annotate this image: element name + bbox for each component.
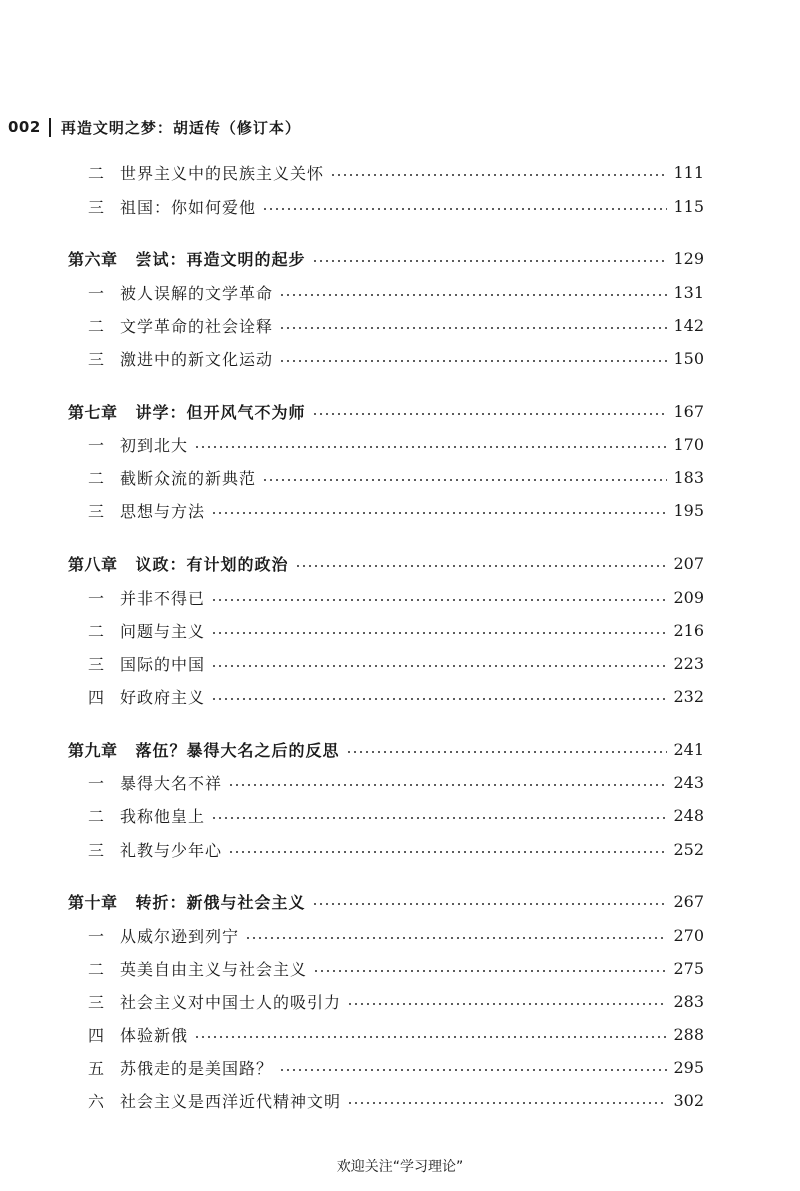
toc-section-row[interactable] — [68, 311, 704, 339]
dot-leader — [211, 632, 667, 634]
section-number: 一 — [87, 435, 104, 455]
toc-section-row[interactable] — [68, 1086, 704, 1114]
dot-leader — [228, 851, 667, 853]
page-ref: 302 — [673, 1090, 704, 1110]
page-ref: 207 — [673, 553, 704, 573]
page-ref: 115 — [673, 196, 704, 216]
section-title: 世界主义中的民族主义关怀 — [120, 163, 325, 183]
running-header — [8, 114, 301, 140]
page-ref: 241 — [673, 739, 704, 759]
section-number: 三 — [87, 197, 104, 217]
chapter-title: 落伍？暴得大名之后的反思 — [135, 740, 340, 760]
dot-leader — [245, 937, 667, 939]
section-title: 英美自由主义与社会主义 — [120, 959, 308, 979]
toc-section-row[interactable] — [68, 1020, 704, 1048]
toc-chapter-row[interactable] — [68, 887, 704, 915]
section-number: 二 — [87, 621, 104, 641]
section-number: 二 — [87, 468, 104, 488]
section-number: 六 — [87, 1091, 104, 1111]
toc-section-row[interactable] — [68, 278, 704, 306]
header-divider — [49, 118, 51, 137]
dot-leader — [347, 1102, 667, 1104]
toc-chapter-row[interactable] — [68, 549, 704, 577]
section-title: 苏俄走的是美国路？ — [120, 1058, 274, 1078]
dot-leader — [312, 413, 668, 415]
chapter-label: 第九章 — [68, 740, 118, 760]
page-ref: 150 — [673, 348, 704, 368]
chapter-title: 转折：新俄与社会主义 — [135, 892, 306, 912]
section-title: 从威尔逊到列宁 — [120, 926, 240, 946]
page-ref: 252 — [673, 839, 704, 859]
section-title: 初到北大 — [120, 435, 189, 455]
page-ref: 248 — [673, 805, 704, 825]
page-ref: 129 — [673, 248, 704, 268]
toc-section-row[interactable] — [68, 158, 704, 186]
section-title: 好政府主义 — [120, 687, 206, 707]
page-ref: 170 — [673, 434, 704, 454]
chapter-title: 尝试：再造文明的起步 — [135, 249, 306, 269]
chapter-title: 讲学：但开风气不为师 — [135, 402, 306, 422]
section-title: 祖国：你如何爱他 — [120, 197, 257, 217]
toc-section-row[interactable] — [68, 616, 704, 644]
toc-section-row[interactable] — [68, 649, 704, 677]
chapter-label: 第十章 — [68, 892, 118, 912]
section-number: 四 — [87, 687, 104, 707]
toc-section-row[interactable] — [68, 768, 704, 796]
toc-section-row[interactable] — [68, 987, 704, 1015]
page-number: 002 — [8, 118, 41, 136]
section-title: 国际的中国 — [120, 654, 206, 674]
dot-leader — [295, 565, 668, 567]
dot-leader — [330, 174, 667, 176]
toc-section-row[interactable] — [68, 954, 704, 982]
book-title: 再造文明之梦：胡适传（修订本） — [60, 118, 301, 137]
section-number: 三 — [87, 992, 104, 1012]
toc-section-row[interactable] — [68, 583, 704, 611]
section-number: 三 — [87, 349, 104, 369]
toc-chapter-row[interactable] — [68, 397, 704, 425]
section-number: 二 — [87, 316, 104, 336]
dot-leader — [347, 1003, 667, 1005]
dot-leader — [279, 1069, 667, 1071]
section-number: 四 — [87, 1025, 104, 1045]
dot-leader — [211, 698, 667, 700]
toc-section-row[interactable] — [68, 801, 704, 829]
section-title: 体验新俄 — [120, 1025, 189, 1045]
toc-section-row[interactable] — [68, 835, 704, 863]
page-ref: 209 — [673, 587, 704, 607]
dot-leader — [228, 784, 667, 786]
page-ref: 270 — [673, 925, 704, 945]
section-number: 二 — [87, 959, 104, 979]
section-number: 五 — [87, 1058, 104, 1078]
toc-section-row[interactable] — [68, 921, 704, 949]
page-ref: 195 — [673, 500, 704, 520]
dot-leader — [262, 208, 667, 210]
dot-leader — [262, 479, 667, 481]
page-ref: 232 — [673, 686, 704, 706]
page-ref: 243 — [673, 772, 704, 792]
page-ref: 223 — [673, 653, 704, 673]
section-title: 文学革命的社会诠释 — [120, 316, 274, 336]
section-title: 社会主义对中国士人的吸引力 — [120, 992, 342, 1012]
toc-section-row[interactable] — [68, 463, 704, 491]
section-number: 一 — [87, 926, 104, 946]
section-title: 被人误解的文学革命 — [120, 283, 274, 303]
dot-leader — [346, 751, 668, 753]
chapter-title: 议政：有计划的政治 — [135, 554, 289, 574]
page-ref: 167 — [673, 401, 704, 421]
toc-chapter-row[interactable] — [68, 244, 704, 272]
toc-section-row[interactable] — [68, 496, 704, 524]
section-title: 思想与方法 — [120, 501, 206, 521]
page-ref: 295 — [673, 1057, 704, 1077]
section-title: 我称他皇上 — [120, 806, 206, 826]
section-title: 礼教与少年心 — [120, 840, 223, 860]
dot-leader — [312, 260, 668, 262]
dot-leader — [279, 294, 667, 296]
section-number: 一 — [87, 588, 104, 608]
dot-leader — [279, 360, 667, 362]
dot-leader — [194, 446, 667, 448]
section-number: 二 — [87, 806, 104, 826]
dot-leader — [211, 817, 667, 819]
dot-leader — [194, 1036, 667, 1038]
chapter-label: 第六章 — [68, 249, 118, 269]
page-ref: 183 — [673, 467, 704, 487]
section-title: 并非不得已 — [120, 588, 206, 608]
dot-leader — [312, 903, 668, 905]
dot-leader — [211, 512, 667, 514]
page-ref: 216 — [673, 620, 704, 640]
section-title: 问题与主义 — [120, 621, 206, 641]
section-title: 截断众流的新典范 — [120, 468, 257, 488]
section-title: 激进中的新文化运动 — [120, 349, 274, 369]
section-number: 二 — [87, 163, 104, 183]
section-number: 一 — [87, 283, 104, 303]
toc-section-row[interactable] — [68, 430, 704, 458]
section-title: 暴得大名不祥 — [120, 773, 223, 793]
page-ref: 275 — [673, 958, 704, 978]
toc-section-row[interactable] — [68, 682, 704, 710]
page-ref: 111 — [673, 162, 704, 182]
page-ref: 288 — [673, 1024, 704, 1044]
dot-leader — [279, 327, 667, 329]
dot-leader — [211, 665, 667, 667]
section-number: 一 — [87, 773, 104, 793]
page-ref: 142 — [673, 315, 704, 335]
section-number: 三 — [87, 840, 104, 860]
dot-leader — [313, 970, 667, 972]
toc-chapter-row[interactable] — [68, 735, 704, 763]
dot-leader — [211, 599, 667, 601]
page-ref: 131 — [673, 282, 704, 302]
toc-section-row[interactable] — [68, 1053, 704, 1081]
toc-section-row[interactable] — [68, 192, 704, 220]
chapter-label: 第八章 — [68, 554, 118, 574]
chapter-label: 第七章 — [68, 402, 118, 422]
toc-section-row[interactable] — [68, 344, 704, 372]
footer-note: 欢迎关注“学习理论” — [336, 1159, 464, 1175]
section-number: 三 — [87, 654, 104, 674]
section-title: 社会主义是西洋近代精神文明 — [120, 1091, 342, 1111]
page-ref: 283 — [673, 991, 704, 1011]
section-number: 三 — [87, 501, 104, 521]
page-ref: 267 — [673, 891, 704, 911]
